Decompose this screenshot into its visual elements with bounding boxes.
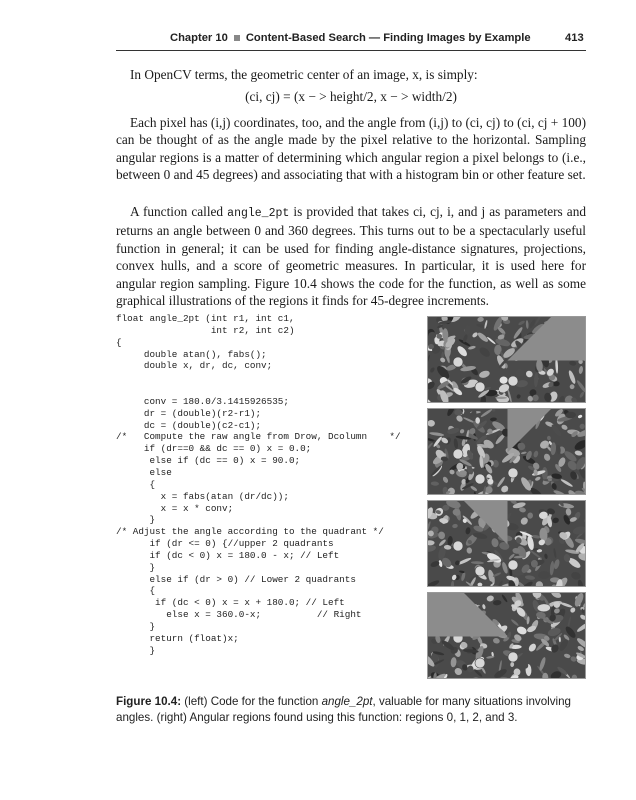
page-number: 413	[565, 32, 584, 44]
region-figure-1	[427, 408, 586, 495]
region-figure-0	[427, 316, 586, 403]
region-figure-3	[427, 592, 586, 679]
code-line: x = x * conv;	[116, 502, 234, 514]
function-name-inline: angle_2pt	[227, 207, 290, 220]
region-figure-2	[427, 500, 586, 587]
code-line: return (float)x;	[116, 632, 239, 644]
foliage-image	[428, 593, 586, 679]
code-line: else	[116, 466, 172, 478]
caption-label: Figure 10.4:	[116, 695, 182, 708]
chapter-title: Content-Based Search — Finding Images by Example	[245, 32, 531, 44]
code-line: dr = (double)(r2-r1);	[116, 407, 262, 419]
paragraph-3	[116, 203, 586, 309]
code-line: }	[116, 561, 156, 573]
chapter-label: Chapter 10	[170, 32, 228, 44]
code-listing	[116, 313, 426, 656]
code-line	[116, 384, 426, 396]
code-line: dc = (double)(c2-c1);	[116, 419, 262, 431]
code-line: {	[116, 478, 156, 490]
code-line: double atan(), fabs();	[116, 348, 267, 360]
code-line: if (dr==0 && dc == 0) x = 0.0;	[116, 443, 312, 455]
foliage-image	[428, 501, 586, 587]
code-line: }	[116, 514, 156, 526]
code-line: {	[116, 336, 122, 348]
caption-function-name: angle_2pt	[321, 695, 373, 708]
code-line: else x = 360.0-x; // Right	[116, 609, 362, 621]
code-line: {	[116, 585, 156, 597]
caption-part2: , valuable for many situations involving angles. (right) Angular regions found using this function: regions 0, 1, 2, and 3.	[116, 695, 571, 724]
separator-square-icon	[234, 35, 240, 41]
running-header	[0, 26, 636, 50]
paragraph-1: In OpenCV terms, the geometric center of an image, x, is simply:	[130, 67, 478, 82]
caption-part1: (left) Code for the function	[181, 695, 322, 708]
code-line: /* Adjust the angle according to the quadrant */	[116, 526, 384, 538]
foliage-image	[428, 317, 586, 403]
paragraph-2: Each pixel has (i,j) coordinates, too, and the angle from (i,j) to (ci, cj) to (ci, cj + 100) can be thought of as the angle made by the pixel relative to the horizontal. Sampling angular regions is a matter of determining which angular region a pixel belongs to (i.e., between 0 and 45 degrees) and associating that with a histogram bin or other feature set.	[116, 115, 586, 183]
code-line: x = fabs(atan (dr/dc));	[116, 490, 289, 502]
code-line: }	[116, 620, 156, 632]
paragraph-3-after: is provided that takes ci, cj, i, and j as parameters and returns an angle between 0 and 360 degrees. This turns out to be a spectacularly useful function in general; it can be used for finding angle-distance signatures, projections, convex hulls, and a score of geometric measures. In particular, it is used here for angular region sampling. Figure 10.4 shows the code for the function, as well as some graphical illustrations of the regions it finds for 45-degree increments.	[116, 204, 586, 309]
code-line: else if (dc == 0) x = 90.0;	[116, 455, 301, 467]
figure-panels	[427, 316, 586, 684]
equation-center: (ci, cj) = (x − > height/2, x − > width/2)	[245, 89, 457, 104]
code-line: double x, dr, dc, conv;	[116, 360, 273, 372]
code-line	[116, 372, 426, 384]
running-header-title	[170, 32, 531, 44]
code-line: }	[116, 644, 156, 656]
code-line: conv = 180.0/3.1415926535;	[116, 395, 289, 407]
figure-caption	[116, 694, 586, 725]
code-line: else if (dr > 0) // Lower 2 quadrants	[116, 573, 356, 585]
header-rule	[116, 50, 586, 51]
foliage-image	[428, 409, 586, 495]
code-line: if (dc < 0) x = x + 180.0; // Left	[116, 597, 345, 609]
code-line: /* Compute the raw angle from Drow, Dcolumn */	[116, 431, 401, 443]
code-line: int r2, int c2)	[116, 324, 295, 336]
paragraph-3-before: A function called	[130, 204, 228, 219]
code-line: if (dc < 0) x = 180.0 - x; // Left	[116, 549, 340, 561]
code-line: float angle_2pt (int r1, int c1,	[116, 313, 295, 324]
code-line: if (dr <= 0) {//upper 2 quadrants	[116, 538, 334, 550]
